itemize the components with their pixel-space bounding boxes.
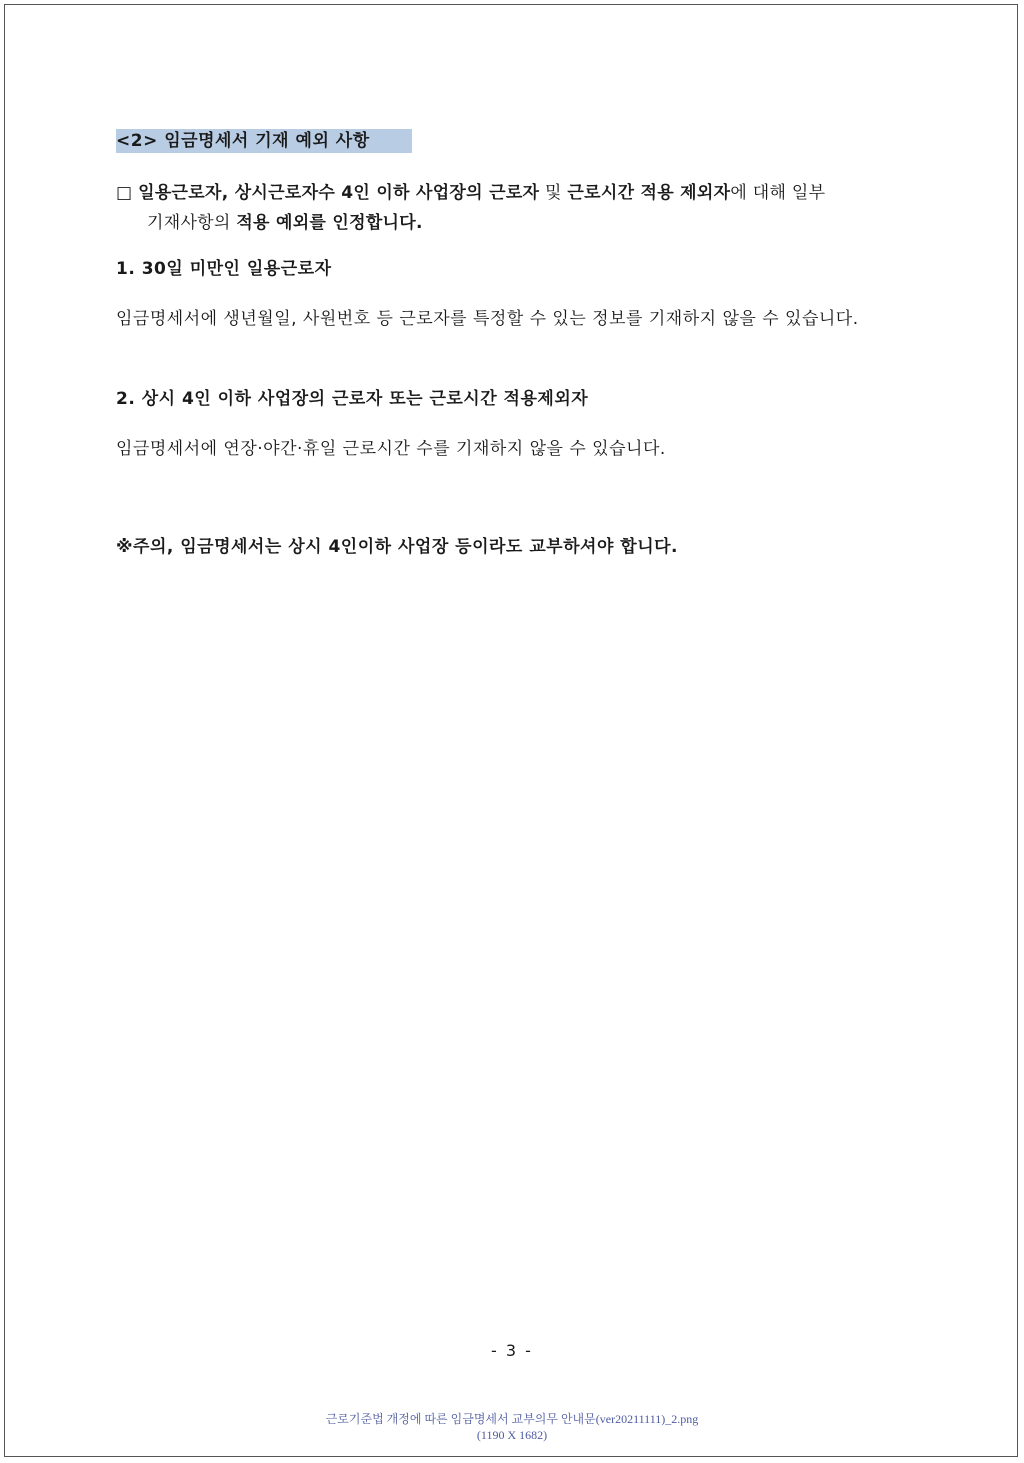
- intro-term-daily-workers: 일용근로자: [138, 183, 222, 203]
- intro-term-exception: 적용 예외를 인정합니다.: [236, 213, 423, 233]
- page-number: - 3 -: [491, 1341, 533, 1360]
- caption-filename: 근로기준법 개정에 따른 임금명세서 교부의무 안내문(ver20211111)_2.png: [325, 1412, 699, 1426]
- item-heading-1: 1. 30일 미만인 일용근로자: [116, 259, 332, 279]
- intro-text-head: 기재사항의: [147, 213, 237, 233]
- caption-dimensions: (1190 X 1682): [476, 1428, 548, 1442]
- item-heading-2: 2. 상시 4인 이하 사업장의 근로자 또는 근로시간 적용제외자: [116, 389, 589, 409]
- checkbox-bullet: □: [116, 183, 133, 203]
- intro-conjunction: 및: [539, 183, 568, 203]
- item-body-1: 임금명세서에 생년월일, 사원번호 등 근로자를 특정할 수 있는 정보를 기재하지 않을 수 있습니다.: [116, 309, 859, 329]
- intro-line2: [116, 208, 916, 238]
- intro-comma: ,: [221, 183, 235, 203]
- intro-paragraph: [116, 178, 916, 238]
- notice-text: ※주의, 임금명세서는 상시 4인이하 사업장 등이라도 교부하셔야 합니다.: [116, 537, 679, 557]
- item-body-2: 임금명세서에 연장·야간·휴일 근로시간 수를 기재하지 않을 수 있습니다.: [116, 439, 666, 459]
- intro-term-small-workplace: 상시근로자수 4인 이하 사업장의 근로자: [234, 183, 540, 203]
- intro-text-tail: 에 대해 일부: [730, 183, 826, 203]
- section-title: <2> 임금명세서 기재 예외 사항: [116, 129, 412, 153]
- intro-term-exempt: 근로시간 적용 제외자: [567, 183, 731, 203]
- image-caption: [0, 1411, 1024, 1443]
